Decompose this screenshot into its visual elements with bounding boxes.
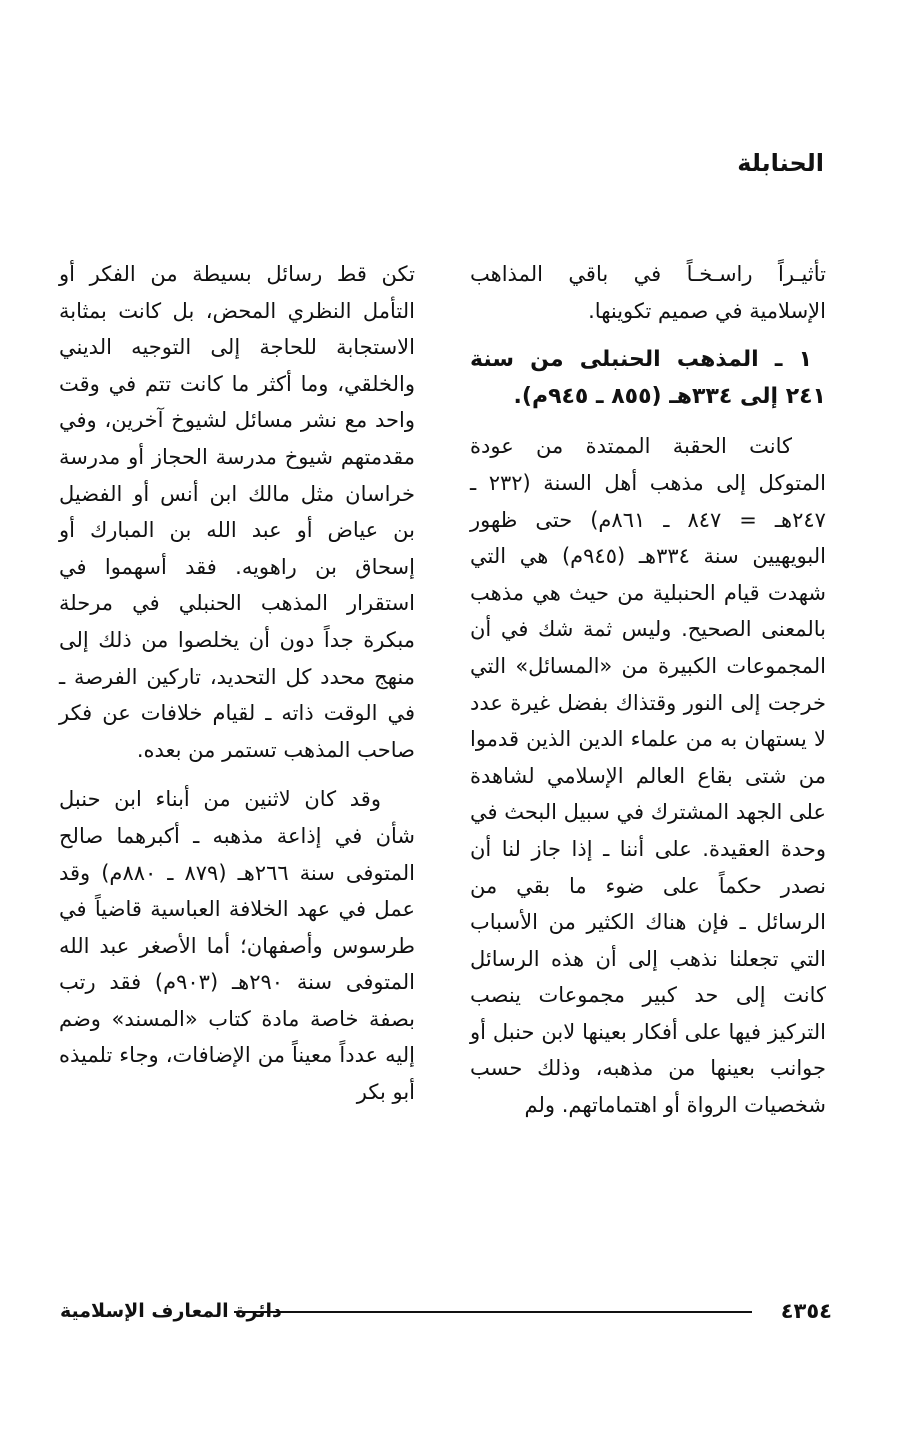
right-column bbox=[470, 256, 826, 1137]
page-footer bbox=[60, 1296, 832, 1326]
section-heading: ١ ـ المذهب الحنبلى من سنة ٢٤١ إلى ٣٣٤هـ (٨٥٥ ـ ٩٤٥م). bbox=[470, 347, 826, 409]
left-column bbox=[59, 256, 415, 1124]
running-header-title: الحنابلة bbox=[737, 149, 824, 177]
paragraph: تكن قط رسائل بسيطة من الفكر أو التأمل النظري المحض، بل كانت بمثابة الاستجابة للحاجة إلى التوجيه الديني والخلقي، وما أكثر ما كانت تتم في وقت واحد مع نشر مسائل لشيوخ آخرين، وفي مقدمتهم شيوخ مدرسة الحجاز أو مدرسة خراسان مثل مالك ابن أنس أو الفضيل بن عياض أو عبد الله بن المبارك أو إسحاق بن راهويه. فقد أسهموا في استقرار المذهب الحنبلي في مرحلة مبكرة جداً دون أن يخلصوا من ذلك إلى منهج محدد كل التحديد، تاركين الفرصة ـ في الوقت ذاته ـ لقيام خلافات عن فكر صاحب المذهب تستمر من بعده. bbox=[59, 262, 415, 762]
paragraph: وقد كان لاثنين من أبناء ابن حنبل شأن في إذاعة مذهبه ـ أكبرهما صالح المتوفى سنة ٢٦٦هـ (٨٧٩ ـ ٨٨٠م) وقد عمل في عهد الخلافة العباسية قاضياً في طرسوس وأصفهان؛ أما الأصغر عبد الله المتوفى سنة ٢٩٠هـ (٩٠٣م) فقد رتب بصفة خاصة مادة كتاب «المسند» وضم إليه عدداً معيناً من الإضافات، وجاء تلميذه أبو بكر bbox=[59, 787, 415, 1105]
publication-title: دائرة المعارف الإسلامية bbox=[60, 1300, 282, 1322]
footer-divider bbox=[234, 1311, 752, 1313]
paragraph: تأثيـراً راسـخـاً في باقي المذاهب الإسلامية في صميم تكوينها. bbox=[470, 262, 826, 323]
paragraph: كانت الحقبة الممتدة من عودة المتوكل إلى مذهب أهل السنة (٢٣٢ ـ ٢٤٧هـ = ٨٤٧ ـ ٨٦١م) حتى ظهور البويهيين سنة ٣٣٤هـ (٩٤٥م) هي التي شهدت قيام الحنبلية من حيث هي مذهب بالمعنى الصحيح. وليس ثمة شك في أن المجموعات الكبيرة من «المسائل» التي خرجت إلى النور وقتذاك بفضل غيرة عدد لا يستهان به من علماء الدين الذين قدموا من شتى بقاع العالم الإسلامي لشاهدة على الجهد المشترك في سبيل البحث في وحدة العقيدة. على أننا ـ إذا جاز لنا أن نصدر حكماً على ضوء ما بقي من الرسائل ـ فإن هناك الكثير من الأسباب التي تجعلنا نذهب إلى أن هذه الرسائل كانت إلى حد كبير مجموعات ينصب التركيز فيها على أفكار بعينها لابن حنبل أو جوانب بعينها من مذهبه، وذلك حسب شخصيات الرواة أو اهتماماتهم. ولم bbox=[470, 434, 827, 1118]
page-number: ٤٣٥٤ bbox=[780, 1299, 832, 1323]
